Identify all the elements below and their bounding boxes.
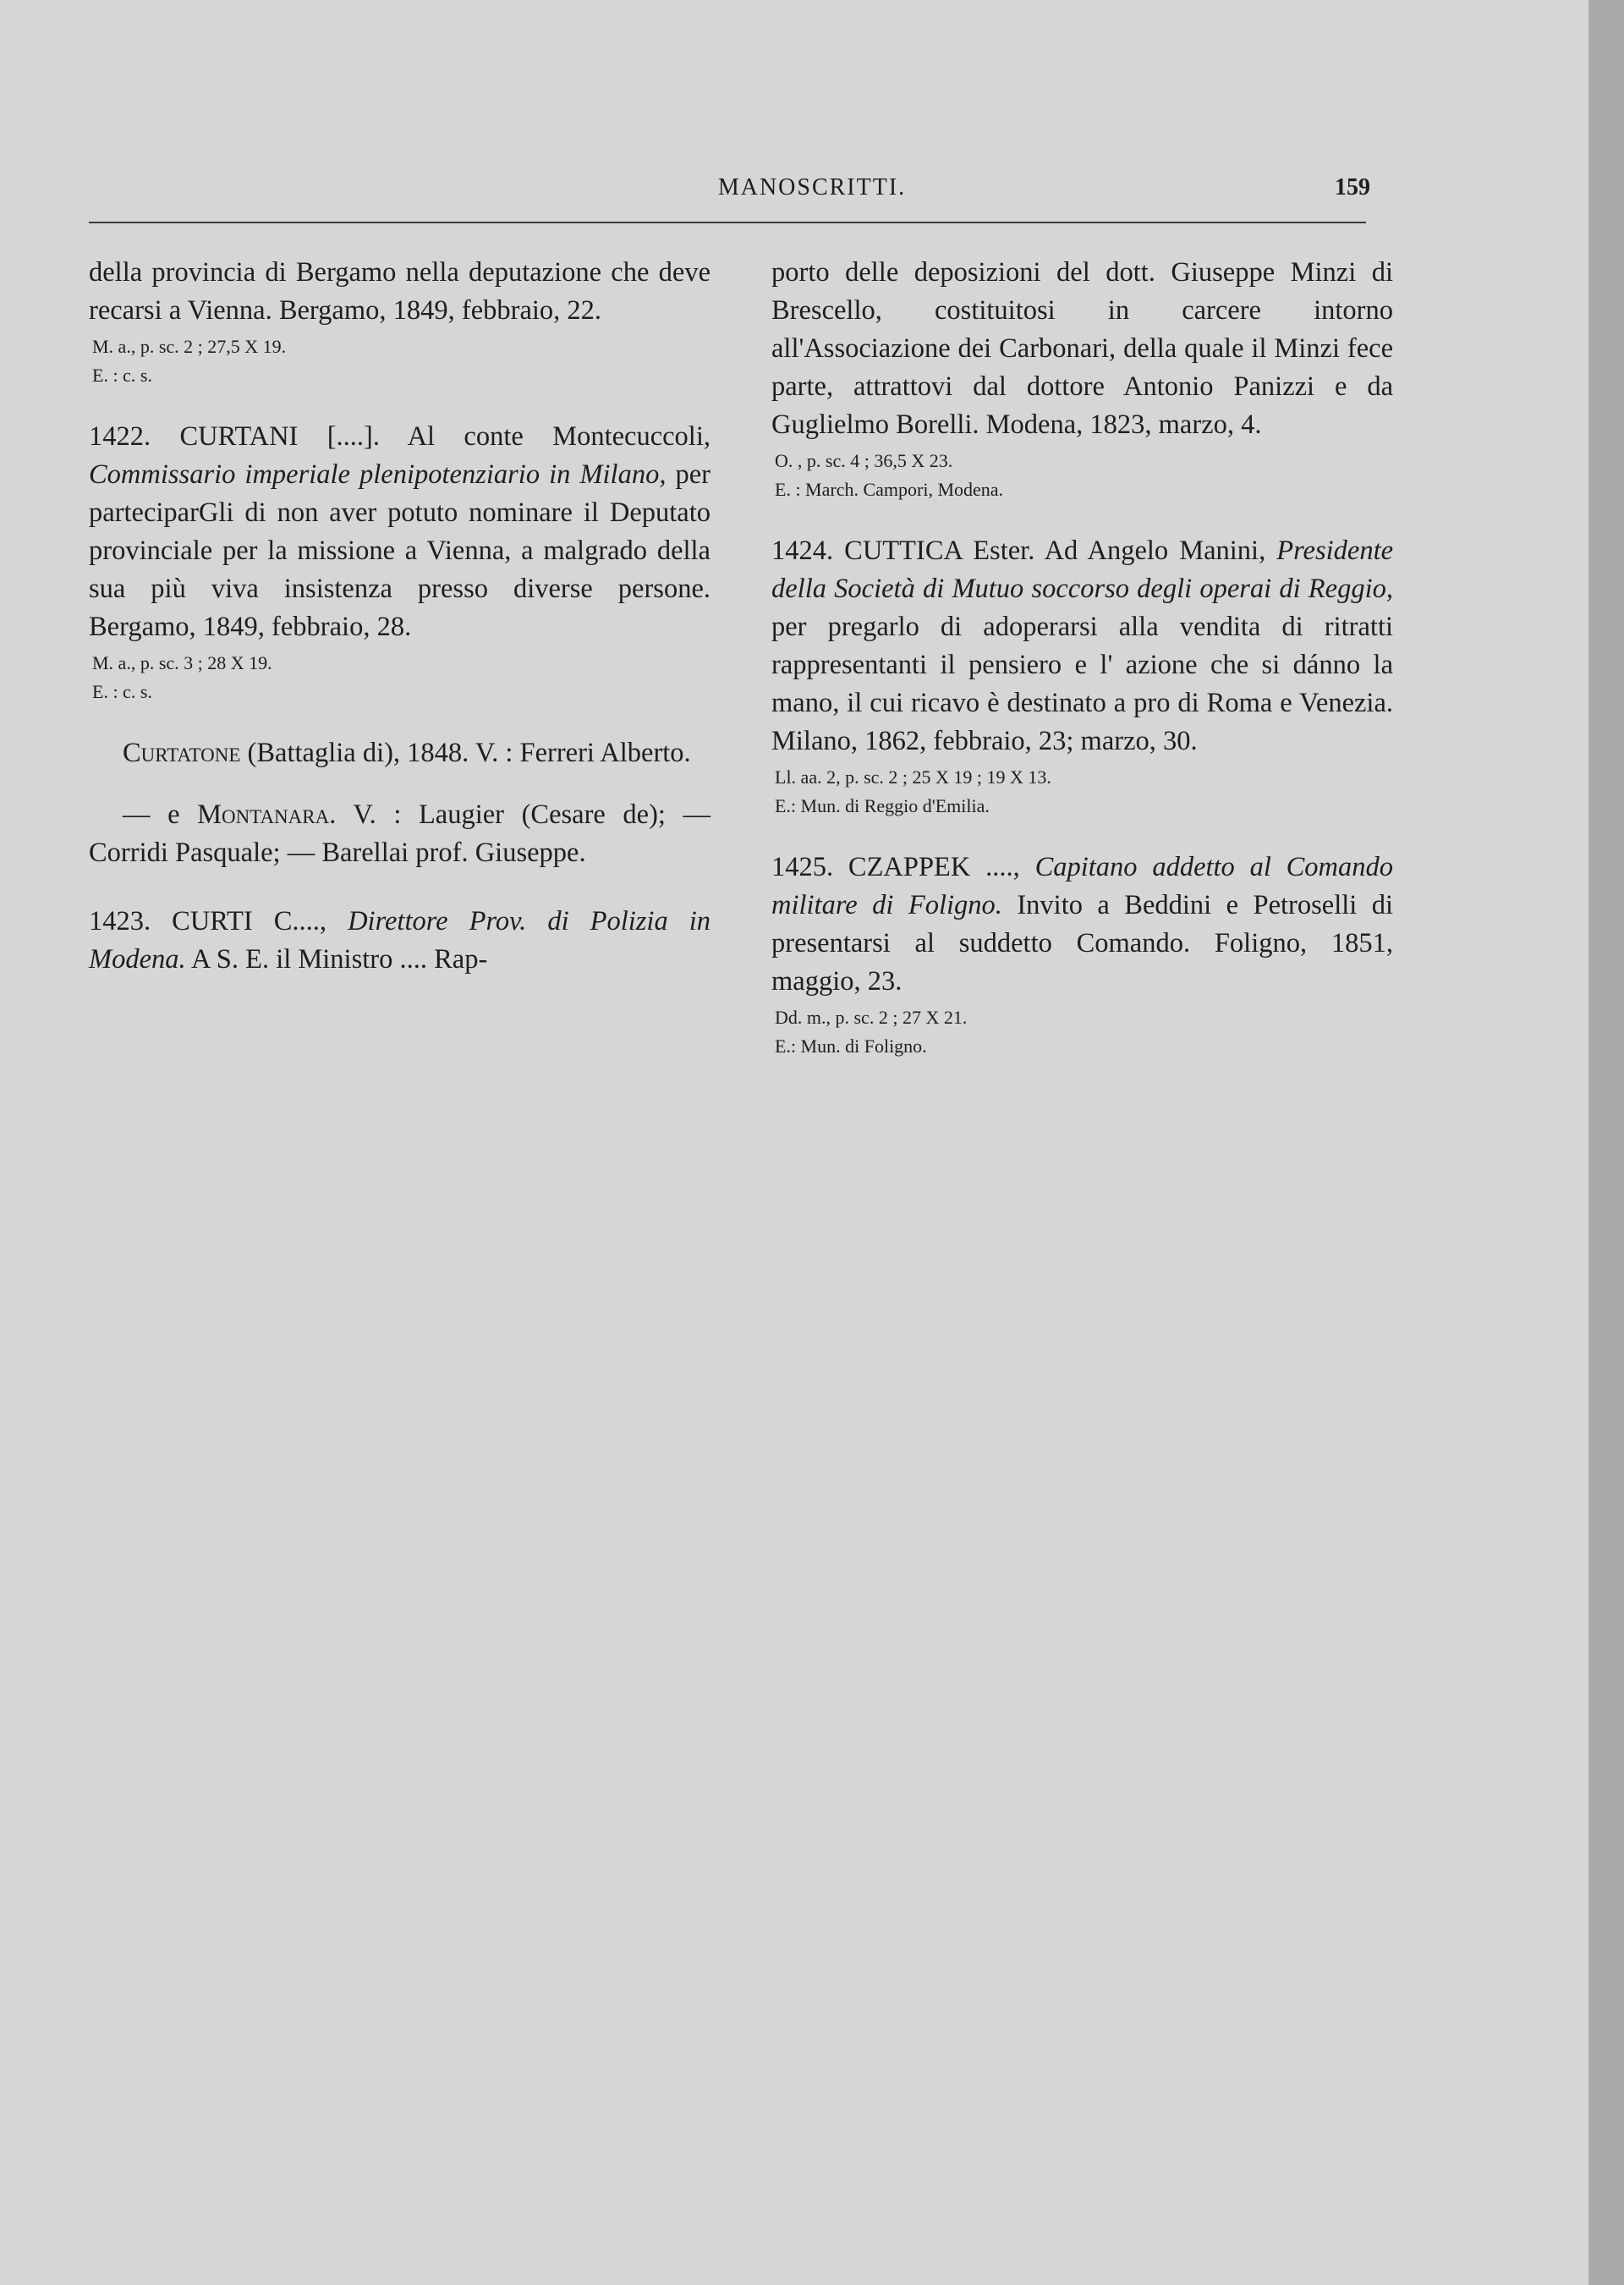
- header-rule: [89, 222, 1366, 223]
- xref-text: . V. : Laugier (Cesare de); — Corridi Pasquale; — Barellai prof. Giuseppe.: [89, 799, 711, 868]
- entry-recipient-title: Commissario imperiale plenipotenziario in Milano,: [89, 459, 667, 490]
- entry-text: porto delle deposizioni del dott. Giuseppe Minzi di Brescello, costituitosi in carcere intorno all'Associazione dei Carbonari, della quale il Minzi fece parte, attrattovi dal dottore Antonio Panizzi e da Guglielmo Borelli. Modena, 1823, marzo, 4.: [771, 257, 1393, 440]
- entry-note: M. a., p. sc. 3 ; 28 X 19.: [92, 652, 272, 673]
- entry-continuation-left: [89, 254, 710, 387]
- entry-number: 1422.: [89, 421, 151, 452]
- entry-number: 1425.: [771, 852, 834, 882]
- entry-location: E. : March. Campori, Modena.: [775, 479, 1004, 500]
- entry-1422: [89, 418, 710, 704]
- running-head: MANOSCRITTI.: [717, 174, 907, 200]
- xref-dash: —: [123, 799, 151, 830]
- entry-location: E. : c. s.: [92, 365, 152, 386]
- entry-text: Al conte Montecuccoli,: [407, 421, 710, 452]
- entry-continuation-right: [771, 254, 1393, 502]
- entry-author: CURTI C....,: [172, 906, 327, 937]
- entry-author: CUTTICA Ester.: [844, 536, 1035, 566]
- entry-note: M. a., p. sc. 2 ; 27,5 X 19.: [92, 336, 287, 357]
- xref-prefix: e: [167, 799, 180, 830]
- entry-recipient-title: Presidente della Società di Mutuo soccorso degli operai di Reggio,: [771, 536, 1394, 604]
- left-column: [89, 254, 710, 979]
- entry-location: E.: Mun. di Foligno.: [775, 1035, 927, 1057]
- entry-note: O. , p. sc. 4 ; 36,5 X 23.: [775, 450, 953, 471]
- entry-number: 1423.: [89, 906, 151, 937]
- xref-label: Curtatone: [123, 738, 241, 768]
- entry-1425: [771, 849, 1393, 1058]
- page-edge: [1588, 0, 1624, 2285]
- entry-author: CZAPPEK ....,: [848, 852, 1020, 882]
- entry-note: Ll. aa. 2, p. sc. 2 ; 25 X 19 ; 19 X 13.: [775, 766, 1051, 788]
- entry-1424: [771, 532, 1393, 818]
- entry-author: CURTANI [....].: [179, 421, 380, 452]
- entry-text: Invito a Beddini e Petroselli di presentarsi al suddetto Comando. Foligno, 1851, maggio, 23.: [771, 890, 1394, 997]
- entry-location: E. : c. s.: [92, 681, 152, 702]
- entry-text: Ad Angelo Manini,: [1044, 536, 1266, 566]
- cross-reference-curtatone: [89, 734, 710, 772]
- entry-1423: [89, 903, 710, 979]
- entry-author-title: Direttore Prov. di Polizia in Modena.: [89, 906, 711, 975]
- entry-location: E.: Mun. di Reggio d'Emilia.: [775, 795, 990, 816]
- entry-text: A S. E. il Ministro .... Rap-: [190, 944, 488, 975]
- right-column: [771, 254, 1393, 1058]
- entry-author-title: Capitano addetto al Comando militare di Foligno.: [771, 852, 1394, 920]
- cross-reference-montanara: [89, 796, 710, 872]
- entry-text: per pregarlo di adoperarsi alla vendita di ritratti rappresentanti il pensiero e l' azione che si dánno la mano, il cui ricavo è destinato a pro di Roma e Venezia. Milano, 1862, febbraio, 23; marzo, 30.: [771, 612, 1393, 756]
- xref-label: Montanara: [197, 799, 330, 830]
- entry-text: della provincia di Bergamo nella deputazione che deve recarsi a Vienna. Bergamo, 1849, febbraio, 22.: [89, 257, 710, 326]
- xref-text: (Battaglia di), 1848. V. : Ferreri Alberto.: [247, 738, 691, 768]
- page-number: 159: [1335, 174, 1370, 200]
- entry-number: 1424.: [771, 536, 834, 566]
- entry-text: per parteciparGli di non aver potuto nominare il Deputato provinciale per la missione a Vienna, a malgrado della sua più viva insistenza presso diverse persone. Bergamo, 1849, febbraio, 28.: [89, 459, 710, 642]
- entry-note: Dd. m., p. sc. 2 ; 27 X 21.: [775, 1007, 968, 1028]
